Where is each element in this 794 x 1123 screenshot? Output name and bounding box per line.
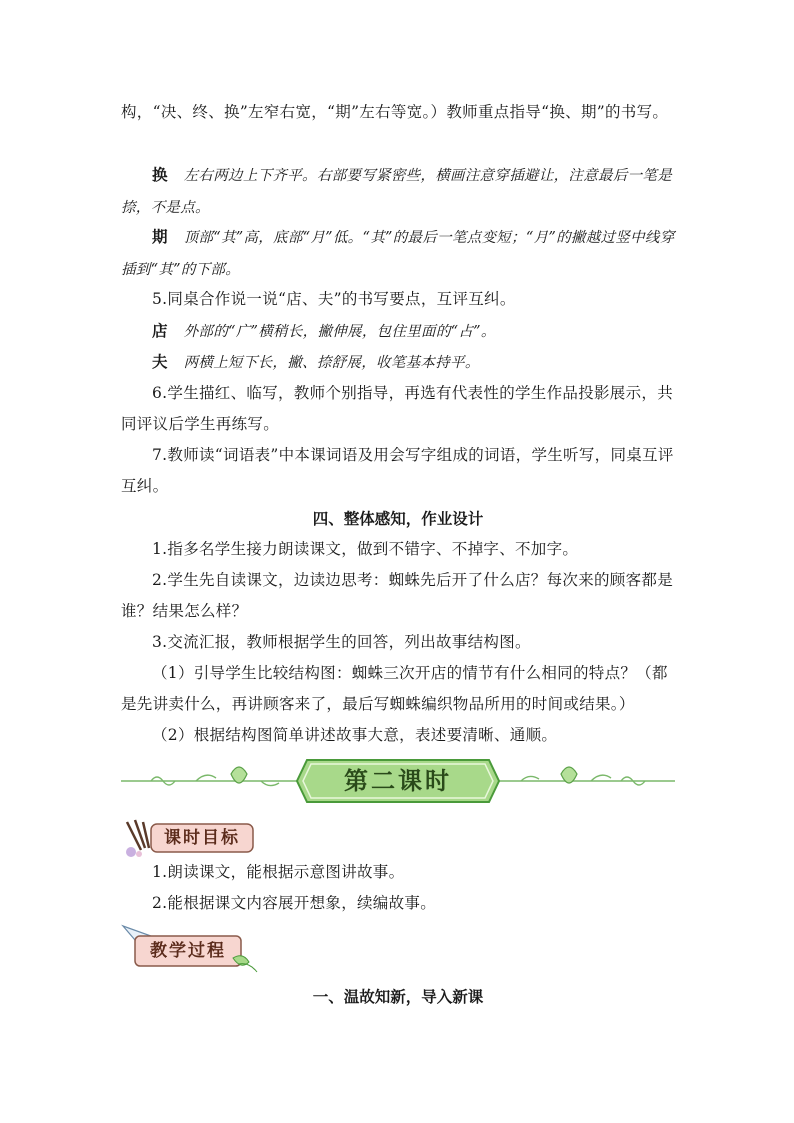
char-fu: 夫 — [152, 352, 168, 371]
paragraph-6: 6.学生描红、临写，教师个别指导，再选有代表性的学生作品投影展示，共同评议后学生再练写。 — [121, 384, 673, 433]
section-title-4: 四、整体感知，作业设计 — [312, 509, 484, 528]
item-4-3: 3.交流汇报，教师根据学生的回答，列出故事结构图。 — [152, 633, 531, 651]
paragraph-fu — [121, 346, 675, 379]
text-dian: 外部的“广”横稍长，撇伸展，包住里面的“占”。 — [183, 324, 496, 340]
goal-2: 2.能根据课文内容展开想象，续编故事。 — [152, 894, 436, 912]
paragraph-huan — [121, 159, 675, 224]
process-label — [121, 922, 261, 974]
section-title-1: 一、温故知新，导入新课 — [312, 987, 484, 1006]
paragraph-continuation: 构，“决、终、换”左窄右宽，“期”左右等宽。）教师重点指导“换、期”的书写。 — [121, 103, 669, 121]
char-qi: 期 — [152, 227, 168, 246]
char-huan: 换 — [152, 165, 168, 184]
char-dian: 店 — [152, 321, 168, 340]
text-qi: 顶部“其”高，底部“月”低。“其”的最后一笔点变短；“月”的撇越过竖中线穿插到“其”的下部。 — [121, 230, 675, 278]
item-4-2: 2.学生先自读课文，边读边思考：蜘蛛先后开了什么店？每次来的顾客都是谁？结果怎么样？ — [121, 571, 673, 620]
text-huan: 左右两边上下齐平。右部要写紧密些，横画注意穿插避让，注意最后一笔是捺，不是点。 — [121, 168, 673, 216]
item-4-3-2: （2）根据结构图简单讲述故事大意，表述要清晰、通顺。 — [152, 726, 558, 744]
goals-label — [121, 818, 255, 858]
text-fu: 两横上短下长，撇、捺舒展，收笔基本持平。 — [183, 355, 480, 371]
banner-title: 第二课时 — [344, 767, 452, 795]
paragraph-qi — [121, 221, 675, 286]
lesson-banner — [121, 754, 675, 808]
paragraph-7: 7.教师读“词语表”中本课词语及用会写字组成的词语，学生听写，同桌互评互纠。 — [121, 446, 674, 495]
goal-1: 1.朗读课文，能根据示意图讲故事。 — [152, 863, 405, 881]
item-4-3-1: （1）引导学生比较结构图：蜘蛛三次开店的情节有什么相同的特点？（都是先讲卖什么，再讲顾客来了，最后写蜘蛛编织物品所用的时间或结果。） — [121, 664, 668, 713]
process-label-text: 教学过程 — [150, 941, 226, 961]
goals-label-text: 课时目标 — [164, 828, 240, 848]
paragraph-dian — [121, 315, 675, 348]
item-4-1: 1.指多名学生接力朗读课文，做到不错字、不掉字、不加字。 — [152, 540, 579, 558]
paragraph-5: 5.同桌合作说一说“店、夫”的书写要点，互评互纠。 — [152, 290, 516, 308]
